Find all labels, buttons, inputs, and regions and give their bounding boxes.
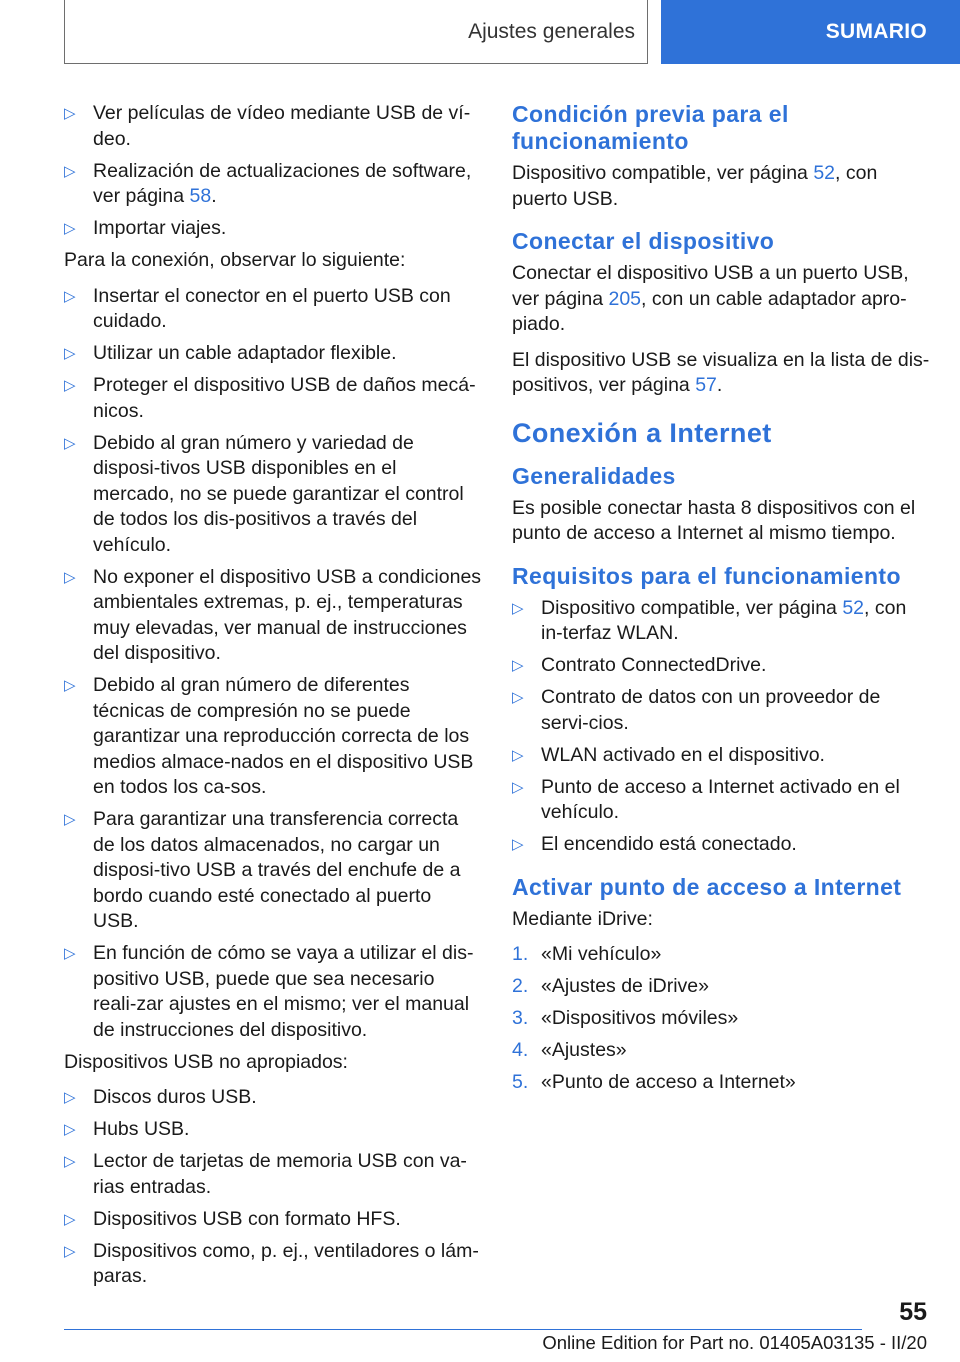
requirements-list [512, 596, 932, 858]
triangle-bullet-icon: ▷ [64, 220, 76, 237]
triangle-bullet-icon: ▷ [64, 568, 76, 586]
list-item: ▷ Punto de acceso a Internet activado en el vehículo. [512, 775, 900, 823]
step-number: 5. [512, 1071, 529, 1093]
list-item: ▷ Dispositivo compatible, ver página 52, con in-terfaz WLAN. [512, 596, 907, 644]
list-item: ▷ Insertar el conector en el puerto USB con cuidado. [64, 284, 451, 332]
step-item: 4. «Ajustes» [512, 1038, 932, 1064]
connection-list [64, 284, 482, 1044]
step-number: 3. [512, 1007, 529, 1029]
unsuitable-list [64, 1085, 482, 1290]
triangle-bullet-icon: ▷ [512, 778, 524, 796]
triangle-bullet-icon: ▷ [512, 836, 524, 853]
list-item: ▷ Contrato ConnectedDrive. [512, 653, 932, 679]
triangle-bullet-icon: ▷ [64, 1121, 76, 1138]
internet-heading: Conexión a Internet [512, 417, 772, 448]
list-item: ▷ El encendido está conectado. [512, 832, 932, 858]
step-item: 2. «Ajustes de iDrive» [512, 974, 932, 1000]
left-column [64, 101, 482, 1296]
precondition-heading: Condición previa para el funcionamiento [512, 101, 789, 154]
sumario-label: SUMARIO [825, 20, 927, 43]
list-item: ▷ Importar viajes. [64, 216, 482, 242]
step-item: 5. «Punto de acceso a Internet» [512, 1070, 932, 1096]
page-link[interactable]: 52 [842, 596, 865, 619]
triangle-bullet-icon: ▷ [64, 162, 76, 180]
triangle-bullet-icon: ▷ [64, 811, 76, 828]
requirements-heading: Requisitos para el funcionamiento [512, 562, 901, 589]
triangle-bullet-icon: ▷ [512, 689, 524, 706]
triangle-bullet-icon: ▷ [64, 434, 76, 452]
list-item: ▷ En función de cómo se vaya a utilizar el dis-positivo USB, puede que sea necesario reali-zar ajustes en el mismo; ver el manual de instrucciones del dispositivo. [64, 942, 474, 1041]
precondition-text: Dispositivo compatible, ver página 52, con puerto USB. [512, 162, 878, 210]
list-item: ▷ Debido al gran número de diferentes técnicas de compresión no se puede garantizar una reproducción correcta de los medios almace-nados en el dispositivo USB en todos los ca-sos. [64, 674, 474, 798]
step-item: 1. «Mi vehículo» [512, 942, 932, 968]
right-column [512, 101, 932, 1102]
list-item: ▷ No exponer el dispositivo USB a condiciones ambientales extremas, p. ej., temperaturas muy elevadas, ver manual de instrucciones del dispositivo. [64, 565, 482, 664]
activate-intro: Mediante iDrive: [512, 907, 653, 930]
list-item: ▷ Debido al gran número y variedad de disposi-tivos USB disponibles en el mercado, no se puede garantizar el control de todos los dis-positivos a través del vehículo. [64, 431, 464, 556]
triangle-bullet-icon: ▷ [512, 599, 524, 617]
activate-heading: Activar punto de acceso a Internet [512, 873, 902, 900]
connect-heading: Conectar el dispositivo [512, 228, 775, 254]
list-item: ▷ Dispositivos como, p. ej., ventiladores o lám-paras. [64, 1239, 479, 1287]
connect-list-text: El dispositivo USB se visualiza en la lista de dis-positivos, ver página 57. [512, 348, 930, 396]
general-text: Es posible conectar hasta 8 dispositivos con el punto de acceso a Internet al mismo tiempo. [512, 496, 916, 544]
triangle-bullet-icon: ▷ [64, 1089, 76, 1106]
step-number: 2. [512, 975, 529, 997]
section-header-tab [64, 0, 648, 64]
sumario-button[interactable] [661, 0, 960, 64]
list-item: ▷ Utilizar un cable adaptador flexible. [64, 341, 482, 367]
list-item: ▷ Proteger el dispositivo USB de daños mecá-nicos. [64, 374, 476, 422]
list-item: ▷ Contrato de datos con un proveedor de servi-cios. [512, 686, 881, 734]
triangle-bullet-icon: ▷ [64, 1242, 76, 1260]
list-item: ▷ Discos duros USB. [64, 1085, 482, 1111]
triangle-bullet-icon: ▷ [64, 945, 76, 962]
triangle-bullet-icon: ▷ [64, 377, 76, 394]
page-link[interactable]: 205 [608, 287, 642, 310]
triangle-bullet-icon: ▷ [512, 746, 524, 764]
triangle-bullet-icon: ▷ [64, 105, 76, 122]
triangle-bullet-icon: ▷ [512, 657, 524, 674]
list-item: ▷ WLAN activado en el dispositivo. [512, 743, 932, 769]
page-link[interactable]: 58 [189, 185, 212, 207]
feature-list [64, 101, 482, 242]
page-link[interactable]: 57 [695, 374, 717, 396]
general-heading: Generalidades [512, 462, 676, 489]
connection-intro: Para la conexión, observar lo siguiente: [64, 249, 406, 271]
step-number: 1. [512, 943, 529, 965]
step-item: 3. «Dispositivos móviles» [512, 1006, 932, 1032]
triangle-bullet-icon: ▷ [64, 1210, 76, 1228]
triangle-bullet-icon: ▷ [64, 345, 76, 362]
connect-text: Conectar el dispositivo USB a un puerto USB, ver página 205, con un cable adaptador apro-piado. [512, 262, 909, 335]
unsuitable-intro: Dispositivos USB no apropiados: [64, 1050, 348, 1073]
section-title: Ajustes generales [468, 19, 635, 43]
footer-divider [64, 1329, 862, 1330]
triangle-bullet-icon: ▷ [64, 677, 76, 694]
steps-list [512, 942, 932, 1096]
list-item: ▷ Para garantizar una transferencia correcta de los datos almacenados, no cargar un disposi-tivo USB a través del enchufe de a bordo cuando esté conectado al puerto USB. [64, 808, 461, 932]
page-link[interactable]: 52 [813, 162, 836, 184]
list-item: ▷ Dispositivos USB con formato HFS. [64, 1207, 482, 1233]
list-item: ▷ Hubs USB. [64, 1117, 482, 1143]
triangle-bullet-icon: ▷ [64, 1153, 76, 1170]
step-number: 4. [512, 1039, 529, 1061]
footer-edition: Online Edition for Part no. 01405A03135 - II/20 [542, 1332, 927, 1353]
triangle-bullet-icon: ▷ [64, 287, 76, 305]
list-item: ▷ Lector de tarjetas de memoria USB con va-rias entradas. [64, 1150, 467, 1198]
page-number: 55 [899, 1298, 927, 1326]
list-item: ▷ Realización de actualizaciones de software, ver página 58. [64, 159, 472, 207]
list-item: ▷ Ver películas de vídeo mediante USB de ví-deo. [64, 102, 471, 150]
